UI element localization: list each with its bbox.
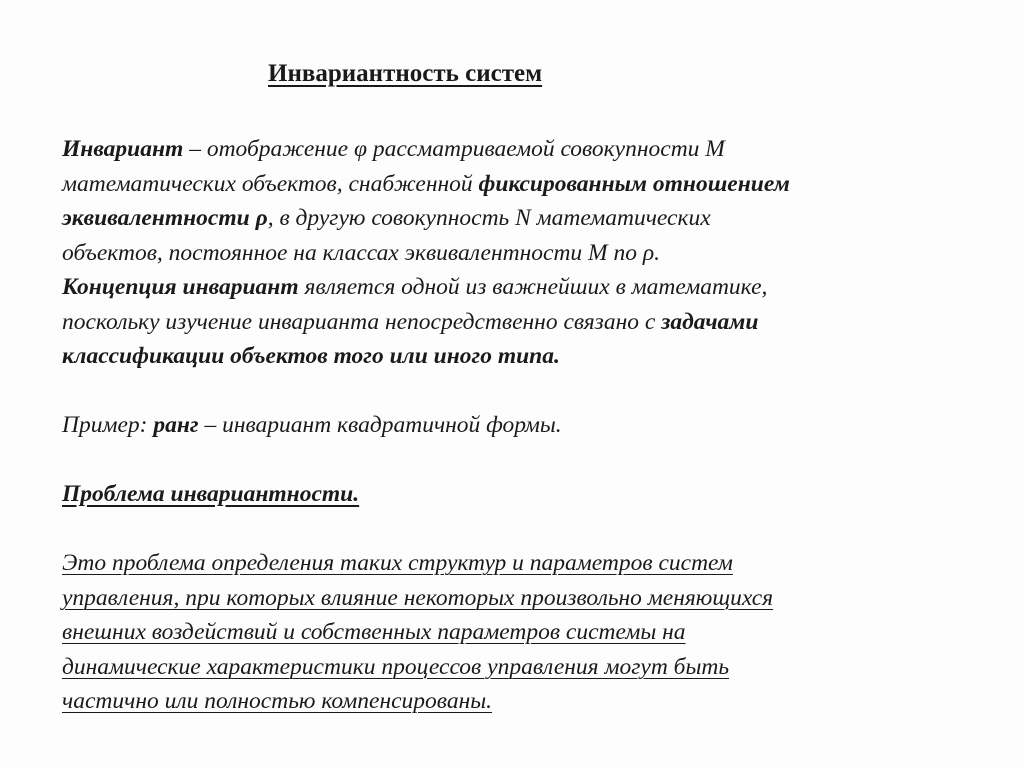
concept-text: поскольку изучение инварианта непосредственно связано с	[62, 308, 662, 335]
concept-line-3: классификации объектов того или иного типа.	[62, 343, 560, 369]
problem-line-3	[62, 615, 962, 650]
definition-emphasis: эквивалентности ρ	[62, 205, 268, 231]
problem-line-5	[62, 684, 962, 719]
example-line	[62, 408, 962, 443]
slide-body	[62, 132, 962, 719]
concept-line-1	[62, 270, 962, 305]
definition-emphasis: фиксированным отношением	[478, 170, 790, 197]
problem-text: внешних воздействий и собственных параметров системы на	[62, 619, 686, 645]
problem-line-2	[62, 581, 962, 616]
problem-line-4	[62, 650, 962, 685]
definition-term: Инвариант	[62, 136, 184, 162]
problem-heading: Проблема инвариантности.	[62, 481, 360, 507]
slide-title: Инвариантность систем	[268, 60, 543, 87]
concept-line-2	[62, 305, 962, 340]
definition-line-1	[62, 132, 962, 167]
spacer	[62, 374, 962, 409]
concept-emphasis: задачами	[661, 308, 759, 335]
concept-emphasis: Концепция инвариант	[62, 274, 299, 300]
problem-text: управления, при которых влияние некоторых произвольно меняющихся	[62, 584, 774, 611]
problem-line-1	[62, 546, 962, 581]
problem-text: Это проблема определения таких структур и параметров систем	[62, 550, 733, 576]
definition-line-3	[62, 201, 962, 236]
definition-line-2	[62, 167, 962, 202]
problem-heading-line	[62, 477, 962, 512]
example-prefix: Пример:	[62, 412, 154, 438]
spacer	[62, 443, 962, 478]
definition-line-4: объектов, постоянное на классах эквивалентности M по ρ.	[62, 239, 661, 266]
problem-text: динамические характеристики процессов управления могут быть	[62, 653, 730, 680]
problem-text: частично или полностью компенсированы.	[62, 688, 493, 714]
example-emphasis: ранг	[153, 412, 199, 438]
concept-text: является одной из важнейших в математике,	[298, 274, 768, 300]
definition-text: математических объектов, снабженной	[62, 170, 479, 197]
spacer	[62, 512, 962, 547]
definition-text: – отображение φ рассматриваемой совокупности M	[183, 136, 725, 162]
definition-text: , в другую совокупность N математических	[267, 205, 711, 231]
example-text: – инвариант квадратичной формы.	[198, 412, 562, 438]
